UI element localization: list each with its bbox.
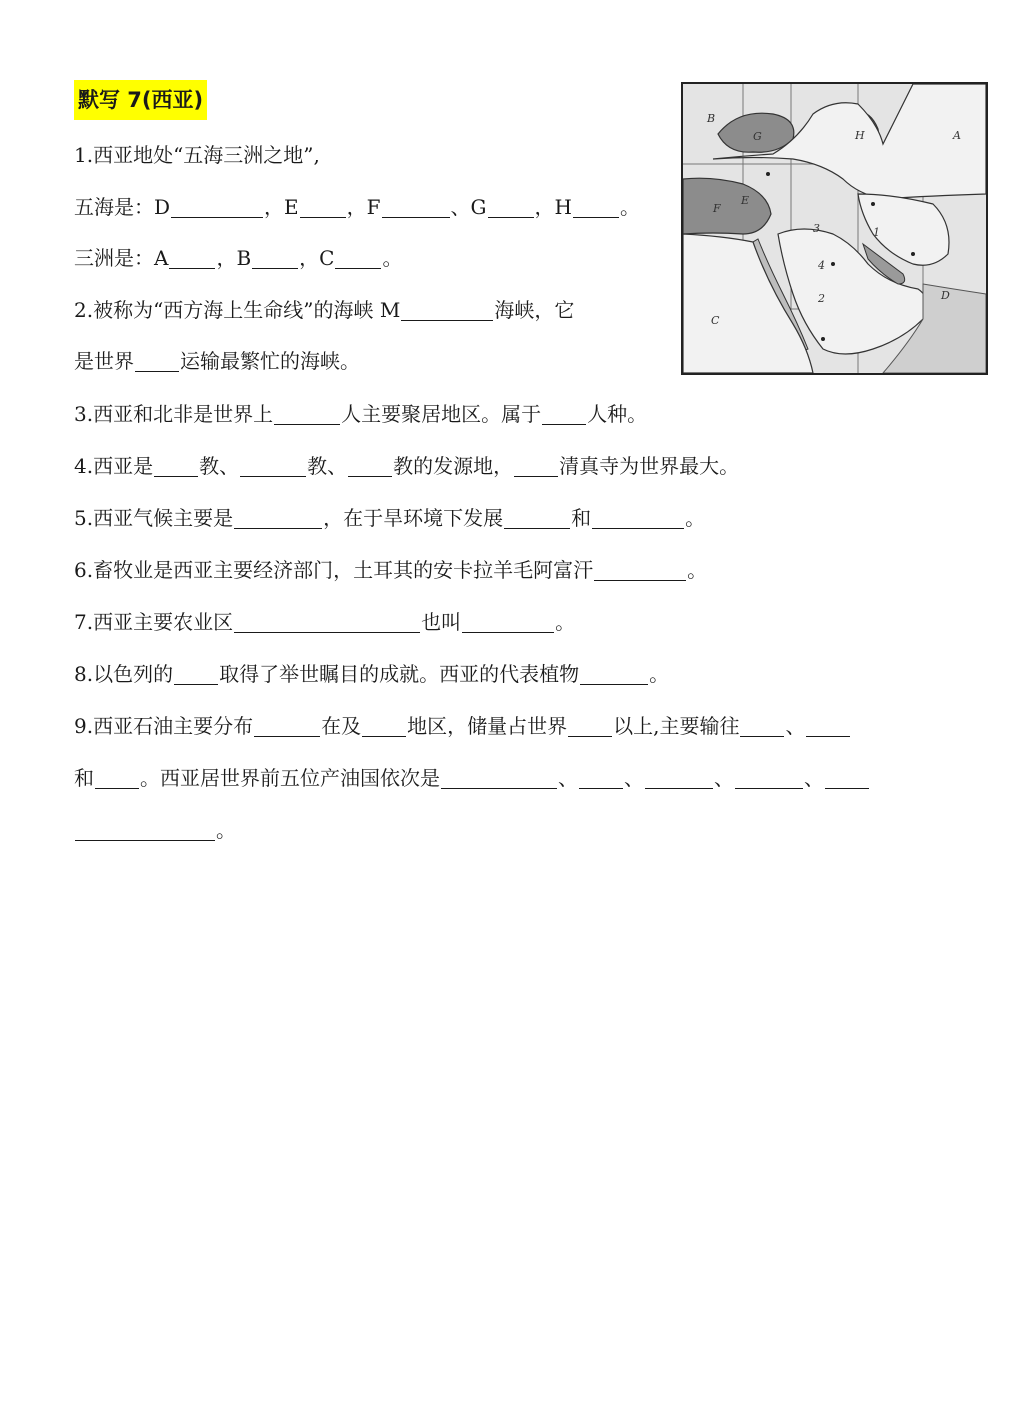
map-label-a: A bbox=[953, 129, 961, 142]
map-label-b: B bbox=[707, 112, 716, 125]
blank-field[interactable] bbox=[579, 766, 623, 789]
map-label-d: D bbox=[941, 289, 950, 302]
blank-field[interactable] bbox=[171, 195, 263, 218]
blank-field[interactable] bbox=[645, 766, 713, 789]
question-8: 8.以色列的 取得了举世瞩目的成就。西亚的代表植物 。 bbox=[74, 662, 670, 686]
blank-field[interactable] bbox=[234, 506, 322, 529]
map-label-h: H bbox=[855, 129, 865, 142]
map-label-1: 1 bbox=[873, 226, 880, 239]
blank-field[interactable] bbox=[174, 662, 218, 685]
blank-field[interactable] bbox=[234, 610, 420, 633]
blank-field[interactable] bbox=[441, 766, 557, 789]
question-9-line-3: 。 bbox=[74, 815, 236, 845]
question-9-line-1: 9.西亚石油主要分布 在及 地区，储量占世界 以上,主要输往 、 bbox=[74, 711, 851, 741]
blank-field[interactable] bbox=[240, 454, 306, 477]
blank-field[interactable] bbox=[348, 454, 392, 477]
blank-field[interactable] bbox=[382, 195, 450, 218]
question-7: 7.西亚主要农业区 也叫 。 bbox=[74, 610, 576, 634]
blank-field[interactable] bbox=[580, 662, 648, 685]
blank-field[interactable] bbox=[154, 454, 198, 477]
blank-field[interactable] bbox=[362, 714, 406, 737]
blank-field[interactable] bbox=[542, 402, 586, 425]
question-1-line-3: 三洲是：A ，B ，C 。 bbox=[74, 246, 403, 270]
question-2-line-2: 是世界 运输最繁忙的海峡。 bbox=[74, 349, 360, 373]
blank-field[interactable] bbox=[735, 766, 803, 789]
map-label-2: 2 bbox=[818, 292, 825, 305]
map-label-3: 3 bbox=[813, 222, 820, 235]
question-1-line-2: 五海是：D ，E ，F 、G ，H 。 bbox=[74, 195, 640, 219]
question-4: 4.西亚是 教、 教、 教的发源地， 清真寺为世界最大。 bbox=[74, 454, 740, 478]
blank-field[interactable] bbox=[169, 246, 215, 269]
blank-field[interactable] bbox=[75, 818, 215, 841]
question-9-line-2: 和 。西亚居世界前五位产油国依次是 、 、 、 、 bbox=[74, 763, 870, 793]
question-6: 6.畜牧业是西亚主要经济部门，土耳其的安卡拉羊毛阿富汗 。 bbox=[74, 558, 708, 582]
blank-field[interactable] bbox=[252, 246, 298, 269]
blank-field[interactable] bbox=[488, 195, 534, 218]
question-2-line-1: 2.被称为“西方海上生命线”的海峡 M 海峡，它 bbox=[74, 298, 575, 322]
question-3: 3.西亚和北非是世界上 人主要聚居地区。属于 人种。 bbox=[74, 402, 648, 426]
map-label-f: F bbox=[713, 202, 721, 215]
blank-field[interactable] bbox=[135, 349, 179, 372]
map-label-e: E bbox=[741, 194, 750, 207]
question-1-line-1: 1.西亚地处“五海三洲之地”, bbox=[74, 143, 320, 167]
blank-field[interactable] bbox=[274, 402, 340, 425]
map-label-4: 4 bbox=[818, 259, 825, 272]
blank-field[interactable] bbox=[568, 714, 612, 737]
blank-field[interactable] bbox=[300, 195, 346, 218]
blank-field[interactable] bbox=[806, 714, 850, 737]
blank-field[interactable] bbox=[825, 766, 869, 789]
worksheet-title: 默写 7(西亚) bbox=[74, 80, 207, 120]
west-asia-map bbox=[681, 82, 988, 375]
blank-field[interactable] bbox=[594, 558, 686, 581]
blank-field[interactable] bbox=[514, 454, 558, 477]
blank-field[interactable] bbox=[254, 714, 320, 737]
blank-field[interactable] bbox=[573, 195, 619, 218]
blank-field[interactable] bbox=[401, 298, 493, 321]
map-label-c: C bbox=[711, 314, 720, 327]
blank-field[interactable] bbox=[592, 506, 684, 529]
question-5: 5.西亚气候主要是 ，在于旱环境下发展 和 。 bbox=[74, 506, 706, 530]
blank-field[interactable] bbox=[504, 506, 570, 529]
blank-field[interactable] bbox=[462, 610, 554, 633]
blank-field[interactable] bbox=[95, 766, 139, 789]
blank-field[interactable] bbox=[740, 714, 784, 737]
blank-field[interactable] bbox=[335, 246, 381, 269]
map-label-g: G bbox=[753, 130, 762, 143]
